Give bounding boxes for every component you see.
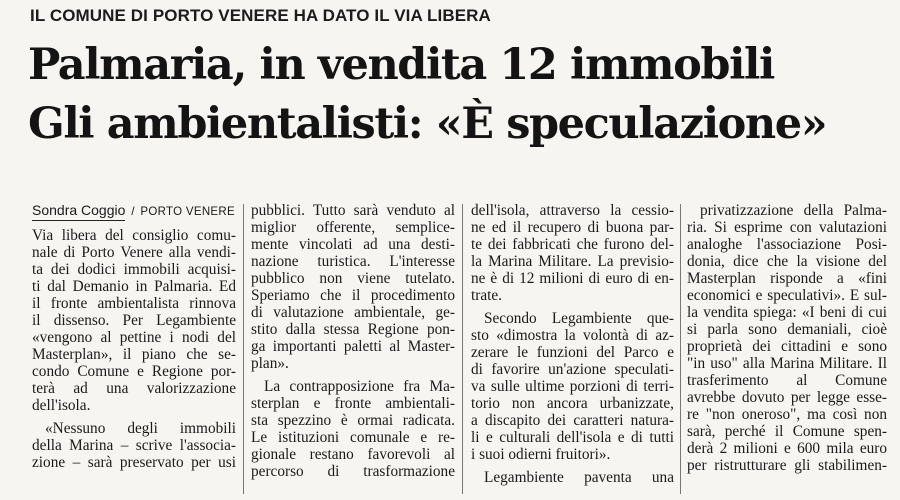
article-column-1 [32, 202, 236, 471]
text-line: stito dalla stessa Regione pon- [251, 321, 455, 338]
article-column-3 [471, 202, 674, 486]
text-line: "in uso" alla Marina Militare. Il [687, 355, 887, 372]
text-line: percorso di trasformazione [251, 463, 455, 480]
text-line: ga importanti paletti al Master- [251, 338, 455, 355]
text-line: trate. [471, 287, 502, 304]
text-line: ne ed il recupero di buona par- [471, 219, 674, 236]
text-line: Legambiente paventa una [484, 469, 674, 486]
headline-line-2: Gli ambientalisti: «È speculazione» [28, 99, 827, 149]
text-line: miglior offerente, semplice- [251, 219, 455, 236]
text-line: il dissenso. Per Legambiente [32, 312, 236, 329]
text-line: pubblici. Tutto sarà venduto al [251, 202, 455, 219]
article-column-4 [687, 202, 887, 474]
column-divider [462, 204, 463, 494]
text-line: te dei fabbricati che furono del- [471, 236, 674, 253]
text-line: torio non ancora urbanizzate, [471, 395, 674, 412]
text-line: condo Comune e Regione por- [32, 363, 236, 380]
text-line: La contrapposizione fra Ma- [264, 378, 455, 395]
text-line: avrebbe dovuto per legge esse- [687, 389, 887, 406]
text-line: sto «dimostra la volontà di az- [471, 327, 674, 344]
kicker: IL COMUNE DI PORTO VENERE HA DATO IL VIA LIBERA [30, 6, 491, 25]
headline-line-1: Palmaria, in vendita 12 immobili [28, 40, 774, 90]
column-divider [243, 204, 244, 494]
text-line: donia, dice che la visione del [687, 253, 887, 270]
text-line: Le istituzioni comunale e re- [251, 429, 455, 446]
text-line: di favorire un'azione speculati- [471, 361, 674, 378]
text-line: ta dei dodici immobili acquisi- [32, 261, 236, 278]
byline [32, 202, 236, 223]
text-line: ne è di 12 milioni di euro di en- [471, 270, 674, 287]
text-line: zione – sarà preservato per usi [32, 454, 236, 471]
author-name: Sondra Coggio [32, 202, 125, 221]
text-line: il fronte ambientalista rinnova [32, 295, 236, 312]
text-line: a discapito dei caratteri natura- [471, 412, 674, 429]
text-line: nale di Porto Venere alla vendi- [32, 244, 236, 261]
dateline-location: PORTO VENERE [140, 206, 235, 218]
text-line: si parla sono demaniali, cioè [687, 321, 887, 338]
text-line: ria. Si esprime con valutazioni [687, 219, 887, 236]
text-line: privatizzazione della Palma- [700, 202, 887, 219]
text-line: la Marina Militare. La previsio- [471, 253, 674, 270]
text-line: di valutazione ambientale, ge- [251, 304, 455, 321]
text-line: Speriamo che il procedimento [251, 287, 455, 304]
text-line: trasferimento al Comune [687, 372, 887, 389]
text-line: gionale restano favorevoli al [251, 446, 455, 463]
column-divider [680, 204, 681, 494]
text-line: sterplan e fronte ambientali- [251, 395, 455, 412]
text-line: sta spezzino è ormai radicata. [251, 412, 455, 429]
text-line: proprietà dei cittadini e sono [687, 338, 887, 355]
text-line: Via libera del consiglio comu- [32, 227, 236, 244]
text-line: Secondo Legambiente que- [484, 310, 674, 327]
text-line: «Nessuno degli immobili [45, 420, 236, 437]
byline-separator: / [131, 204, 135, 218]
text-line: dell'isola. [32, 397, 91, 414]
text-line: pubblico non viene tutelato. [251, 270, 455, 287]
text-line: per ristrutturare gli stabilimen- [687, 457, 887, 474]
text-line: nazione turistica. L'interesse [251, 253, 455, 270]
text-line: Masterplan risponde a «fini [687, 270, 887, 287]
text-line: plan». [251, 355, 289, 372]
text-line: re "non oneroso", ma così non [687, 406, 887, 423]
text-line: sarà, perché il Comune spen- [687, 423, 887, 440]
text-line: della Marina – scrive l'associa- [32, 437, 236, 454]
text-line: Masterplan», il piano che se- [32, 346, 236, 363]
text-line: zerare le funzioni del Parco e [471, 344, 674, 361]
text-line: i suoi odierni fruitori». [471, 446, 611, 463]
text-line: dell'isola, attraverso la cessio- [471, 202, 674, 219]
article-column-2 [251, 202, 455, 480]
text-line: economici e speculativi». E sul- [687, 287, 887, 304]
text-line: analoghe l'associazione Posi- [687, 236, 887, 253]
text-line: ti dal Demanio in Palmaria. Ed [32, 278, 236, 295]
text-line: la vendita spiega: «I beni di cui [687, 304, 887, 321]
text-line: li e culturali dell'isola e di tutti [471, 429, 674, 446]
text-line: «vengono al pettine i nodi del [32, 329, 236, 346]
text-line: terà ad una valorizzazione [32, 380, 236, 397]
text-line: va sulle ultime porzioni di terri- [471, 378, 674, 395]
text-line: derà 2 milioni e 600 mila euro [687, 440, 887, 457]
text-line: mente vincolati ad una desti- [251, 236, 455, 253]
